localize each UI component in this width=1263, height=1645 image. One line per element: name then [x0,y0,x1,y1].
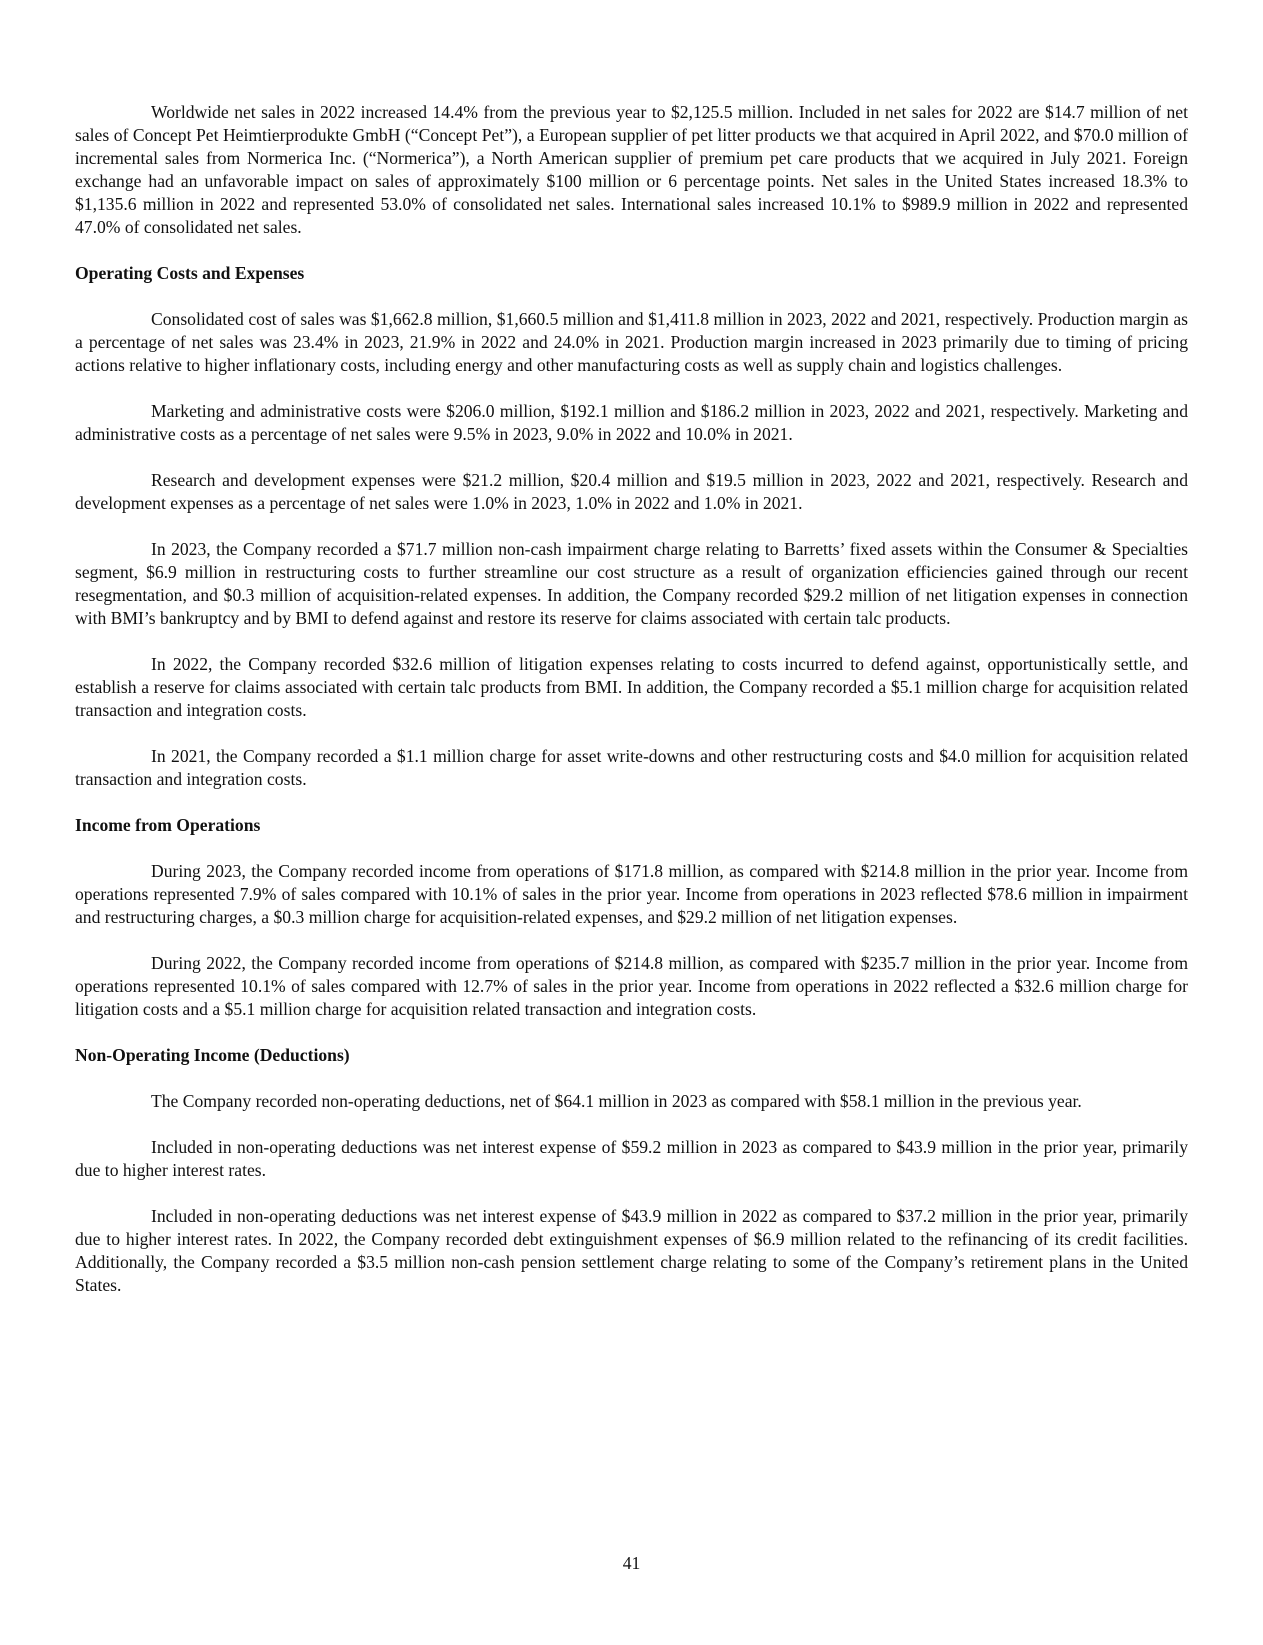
spacer [75,377,1188,400]
non-operating-heading: Non-Operating Income (Deductions) [75,1045,350,1065]
interest-expense-2023-paragraph: Included in non-operating deductions was net interest expense of $59.2 million in 2023 as compared to $43.9 million in the prior year, primarily due to higher interest rates. [75,1137,1188,1180]
operating-costs-heading: Operating Costs and Expenses [75,263,305,283]
spacer [75,630,1188,653]
spacer [75,1113,1188,1136]
marketing-admin-paragraph: Marketing and administrative costs were $206.0 million, $192.1 million and $186.2 million in 2023, 2022 and 2021, respectively. Marketing and administrative costs as a percentage of net sales were 9.5% in 2023, 9.0% in 2022 and 10.0% in 2021. [75,401,1188,444]
non-operating-deductions-paragraph: The Company recorded non-operating deductions, net of $64.1 million in 2023 as compared with $58.1 million in the previous year. [151,1091,1082,1111]
spacer [75,1182,1188,1205]
interest-expense-2022-paragraph: Included in non-operating deductions was net interest expense of $43.9 million in 2022 as compared to $37.2 million in the prior year, primarily due to higher interest rates. In 2022, the Company recorded debt extinguishment expenses of $6.9 million related to the refinancing of its credit facilities. Additionally, the Company recorded a $3.5 million non-cash pension settlement charge relating to some of the Company’s retirement plans in the United States. [75,1206,1188,1295]
income-operations-heading: Income from Operations [75,815,261,835]
spacer [75,285,1188,308]
spacer [75,1021,1188,1044]
spacer [75,929,1188,952]
income-2023-paragraph: During 2023, the Company recorded income from operations of $171.8 million, as compared with $214.8 million in the prior year. Income from operations represented 7.9% of sales compared with 10.1% of sales in the prior year. Income from operations in 2023 reflected $78.6 million in impairment and restructuring charges, a $0.3 million charge for acquisition-related expenses, and $29.2 million of net litigation expenses. [75,861,1188,927]
research-development-paragraph: Research and development expenses were $21.2 million, $20.4 million and $19.5 million in 2023, 2022 and 2021, respectively. Research and development expenses as a percentage of net sales were 1.0% in 2023, 1.0% in 2022 and 1.0% in 2021. [75,470,1188,513]
spacer [75,791,1188,814]
spacer [75,1067,1188,1090]
cost-of-sales-paragraph: Consolidated cost of sales was $1,662.8 million, $1,660.5 million and $1,411.8 million in 2023, 2022 and 2021, respectively. Production margin as a percentage of net sales was 23.4% in 2023, 21.9% in 2022 and 24.0% in 2021. Production margin increased in 2023 primarily due to timing of pricing actions relative to higher inflationary costs, including energy and other manufacturing costs as well as supply chain and logistics challenges. [75,309,1188,375]
document-page [75,101,1188,1297]
restructuring-2021-paragraph: In 2021, the Company recorded a $1.1 million charge for asset write-downs and other restructuring costs and $4.0 million for acquisition related transaction and integration costs. [75,746,1188,789]
spacer [75,722,1188,745]
impairment-2023-paragraph: In 2023, the Company recorded a $71.7 million non-cash impairment charge relating to Barretts’ fixed assets within the Consumer & Specialties segment, $6.9 million in restructuring costs to further streamline our cost structure as a result of organization efficiencies gained through our recent resegmentation, and $0.3 million of acquisition-related expenses. In addition, the Company recorded $29.2 million of net litigation expenses in connection with BMI’s bankruptcy and by BMI to defend against and restore its reserve for claims associated with certain talc products. [75,539,1188,628]
spacer [75,446,1188,469]
spacer [75,515,1188,538]
litigation-2022-paragraph: In 2022, the Company recorded $32.6 million of litigation expenses relating to costs incurred to defend against, opportunistically settle, and establish a reserve for claims associated with certain talc products from BMI. In addition, the Company recorded a $5.1 million charge for acquisition related transaction and integration costs. [75,654,1188,720]
page-number: 41 [622,1553,641,1573]
net-sales-paragraph: Worldwide net sales in 2022 increased 14.4% from the previous year to $2,125.5 million. Included in net sales for 2022 are $14.7 million of net sales of Concept Pet Heimtierprodukte GmbH (“Concept Pet”), a European supplier of pet litter products we that acquired in April 2022, and $70.0 million of incremental sales from Normerica Inc. (“Normerica”), a North American supplier of premium pet care products that we acquired in July 2021. Foreign exchange had an unfavorable impact on sales of approximately $100 million or 6 percentage points. Net sales in the United States increased 18.3% to $1,135.6 million in 2022 and represented 53.0% of consolidated net sales. International sales increased 10.1% to $989.9 million in 2022 and represented 47.0% of consolidated net sales. [75,102,1188,237]
spacer [75,239,1188,262]
income-2022-paragraph: During 2022, the Company recorded income from operations of $214.8 million, as compared with $235.7 million in the prior year. Income from operations represented 10.1% of sales compared with 12.7% of sales in the prior year. Income from operations in 2022 reflected a $32.6 million charge for litigation costs and a $5.1 million charge for acquisition related transaction and integration costs. [75,953,1188,1019]
spacer [75,837,1188,860]
